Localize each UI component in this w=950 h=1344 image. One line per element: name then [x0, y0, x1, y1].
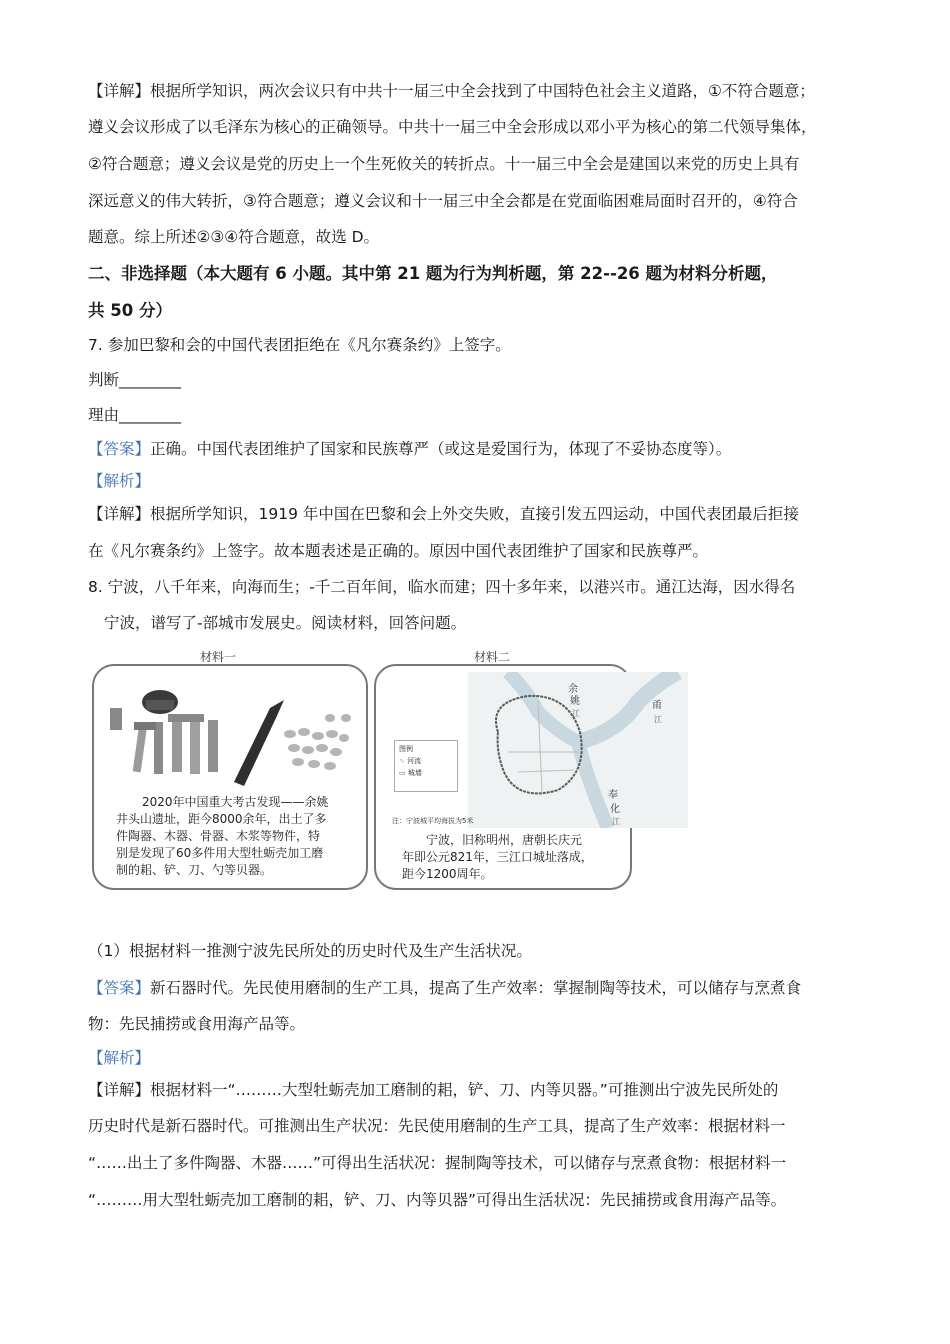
- section-tag: 【解析】: [88, 1049, 151, 1067]
- text-span: 【详解】: [88, 1081, 151, 1099]
- map-label-hua: 化: [610, 804, 620, 815]
- archaeological-artifacts-image: [94, 678, 366, 798]
- map-label-yao: 姚: [570, 696, 580, 707]
- section-tag: 【答案】: [88, 440, 151, 458]
- text-span: 宁波，谱写了-部城市发展史。阅读材料，回答问题。: [104, 614, 467, 632]
- text-span: 理由________: [88, 406, 182, 424]
- text-line: [88, 369, 181, 391]
- material-1-caption: 2020年中国重大考古发现——余姚 井头山遗址，距今8000余年，出土了多 件陶器、木器、骨器、木浆等物件，特 别是发现了60多件用大型牡蛎壳加工磨 制的耜、铲、刀、勺等贝器。: [116, 795, 329, 877]
- text-span: “………用大型牡蛎壳加工磨制的耜，铲、刀、内等贝器”可得出生活状况：先民捕捞或食用海产品等。: [88, 1191, 787, 1209]
- text-line: [88, 1189, 786, 1211]
- text-line: [88, 940, 532, 962]
- text-span: 根据所学知识，两次会议只有中共十一届三中全会找到了中国特色社会主义道路，①不符合题意；: [150, 82, 815, 100]
- text-span: 正确。中国代表团维护了国家和民族尊严（或这是爱国行为，体现了不妥协态度等）。: [150, 440, 732, 458]
- material-1-panel: [92, 664, 368, 890]
- text-line: [88, 153, 799, 175]
- text-line: [88, 116, 817, 138]
- text-span: 【详解】: [88, 82, 151, 100]
- text-line: [88, 503, 799, 525]
- text-span: 8. 宁波，八千年来，向海而生；-千二百年间，临水而建；四十多年来，以港兴市。通江达海，因水得名: [88, 578, 796, 596]
- text-line: [88, 80, 815, 102]
- ningbo-map-image: [468, 672, 688, 828]
- text-line: [104, 612, 466, 634]
- text-span: 历史时代是新石器时代。可推测出生产状况：先民使用磨制的生产工具，提高了生产效率：根据材料一: [88, 1117, 786, 1135]
- section-tag: 【解析】: [88, 472, 151, 490]
- text-line: [88, 1115, 786, 1137]
- material-2-panel: [374, 664, 662, 890]
- text-line: [88, 300, 172, 322]
- text-line: [88, 438, 731, 460]
- text-span: 新石器时代。先民使用磨制的生产工具，提高了生产效率：掌握制陶等技术，可以储存与烹煮食: [150, 979, 802, 997]
- text-span: 7. 参加巴黎和会的中国代表团拒绝在《凡尔赛条约》上签字。: [88, 336, 511, 354]
- text-span: 物：先民捕捞或食用海产品等。: [88, 1015, 306, 1033]
- map-label-yu: 余: [568, 684, 578, 695]
- section-tag: 【答案】: [88, 979, 151, 997]
- text-line: [88, 1013, 305, 1035]
- text-span: 二、非选择题（本大题有 6 小题。其中第 21 题为行为判析题，第 22--26 题为材料分析题，: [88, 264, 778, 283]
- text-line: [88, 540, 708, 562]
- map-legend: 图例 ∿ 河流 ▭ 城墙: [394, 740, 458, 792]
- text-line: [88, 190, 798, 212]
- map-label-jiang-3: 江: [612, 817, 620, 826]
- text-span: 【详解】: [88, 505, 151, 523]
- map-label-feng: 奉: [608, 790, 618, 801]
- text-line: [88, 404, 181, 426]
- map-note: 注：宁波城平均海拔为5米: [392, 817, 474, 825]
- text-span: 判断________: [88, 371, 182, 389]
- text-span: 根据所学知识，1919 年中国在巴黎和会上外交失败，直接引发五四运动，中国代表团最后拒接: [150, 505, 799, 523]
- text-span: 遵义会议形成了以毛泽东为核心的正确领导。中共十一届三中全会形成以邓小平为核心的第二代领导集体，: [88, 118, 817, 136]
- text-line: [88, 226, 379, 248]
- text-line: [88, 263, 778, 285]
- text-line: [88, 1047, 150, 1069]
- text-span: 深远意义的伟大转折，③符合题意；遵义会议和十一届三中全会都是在党面临困难局面时召开的，④符合: [88, 192, 798, 210]
- material-2-caption: 宁波，旧称明州，唐朝长庆元 年即公元821年，三江口城址落成， 距今1200周年。: [402, 833, 593, 881]
- map-label-yong: 甬: [652, 700, 662, 711]
- map-label-jiang-2: 江: [654, 715, 662, 724]
- text-line: [88, 1079, 778, 1101]
- text-span: 在《凡尔赛条约》上签字。故本题表述是正确的。原因中国代表团维护了国家和民族尊严。: [88, 542, 709, 560]
- text-span: 题意。综上所述②③④符合题意，故选 D。: [88, 228, 380, 246]
- text-line: [88, 1152, 786, 1174]
- map-label-jiang-1: 江: [572, 709, 580, 718]
- text-line: [88, 977, 801, 999]
- text-span: （1）根据材料一推测宁波先民所处的历史时代及生产生活状况。: [88, 942, 532, 960]
- material-1-title: 材料一: [200, 650, 237, 664]
- text-span: 根据材料一“………大型牡蛎壳加工磨制的耜，铲、刀、内等贝器。”可推测出宁波先民所处的: [150, 1081, 779, 1099]
- text-line: [88, 334, 511, 356]
- material-2-title: 材料二: [474, 650, 511, 664]
- text-line: [88, 470, 150, 492]
- text-span: 共 50 分）: [88, 301, 172, 320]
- text-span: “……出土了多件陶器、木器……”可得出生活状况：握制陶等技术，可以储存与烹煮食物：根据材料一: [88, 1154, 787, 1172]
- text-line: [88, 576, 795, 598]
- text-span: ②符合题意；遵义会议是党的历史上一个生死攸关的转折点。十一届三中全会是建国以来党的历史上具有: [88, 155, 800, 173]
